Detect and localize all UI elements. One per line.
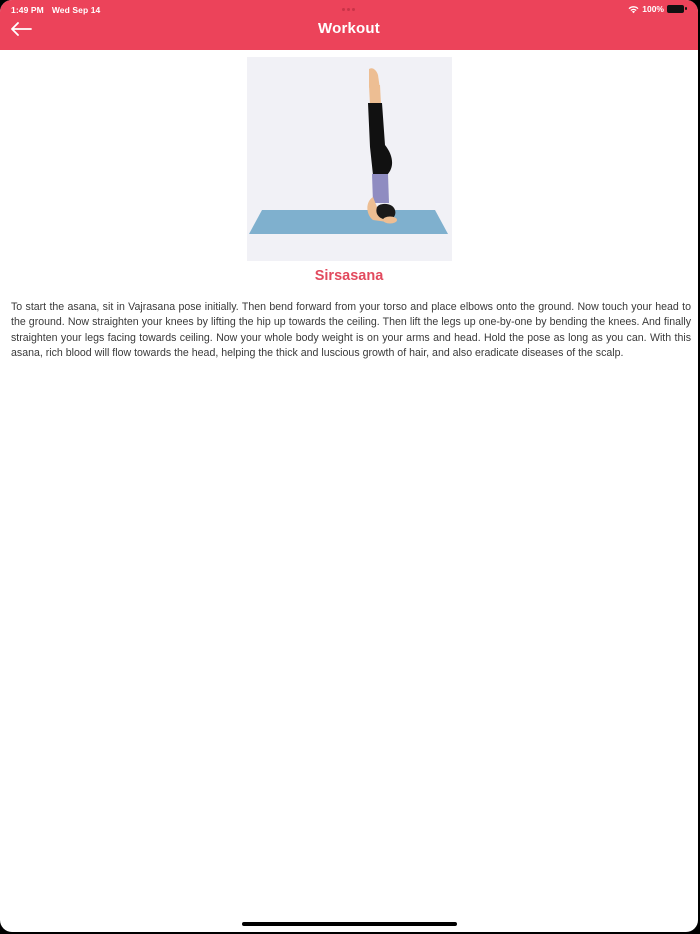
pose-illustration bbox=[247, 57, 452, 261]
page-title: Workout bbox=[318, 20, 380, 37]
home-indicator[interactable] bbox=[242, 922, 457, 926]
status-time: 1:49 PM bbox=[11, 5, 44, 15]
navigation-header bbox=[0, 0, 698, 50]
status-bar-left bbox=[11, 5, 100, 15]
pose-description: To start the asana, sit in Vajrasana pose initially. Then bend forward from your torso and place elbows onto the ground. Now touch your head to the ground. Now straighten your knees by lifting the hip up towards the ceiling. Then lift the legs up one-by-one by bending the knees. And finally straighten your legs facing towards ceiling. Now your whole body weight is on your arms and head. Hold the pose as long as you can. With this asana, rich blood will flow towards the head, helping the thick and luscious growth of hair, and also eradicate diseases of the scalp. bbox=[11, 301, 691, 359]
multitasking-handle[interactable] bbox=[342, 8, 355, 11]
dot bbox=[342, 8, 345, 11]
dot bbox=[347, 8, 350, 11]
dot bbox=[352, 8, 355, 11]
battery-full-icon bbox=[667, 5, 687, 14]
pose-name: Sirsasana bbox=[314, 268, 384, 284]
status-bar-right bbox=[628, 4, 687, 14]
wifi-icon bbox=[628, 5, 639, 14]
battery-percentage: 100% bbox=[642, 4, 664, 14]
headstand-illustration bbox=[247, 57, 452, 261]
status-date: Wed Sep 14 bbox=[51, 5, 101, 15]
